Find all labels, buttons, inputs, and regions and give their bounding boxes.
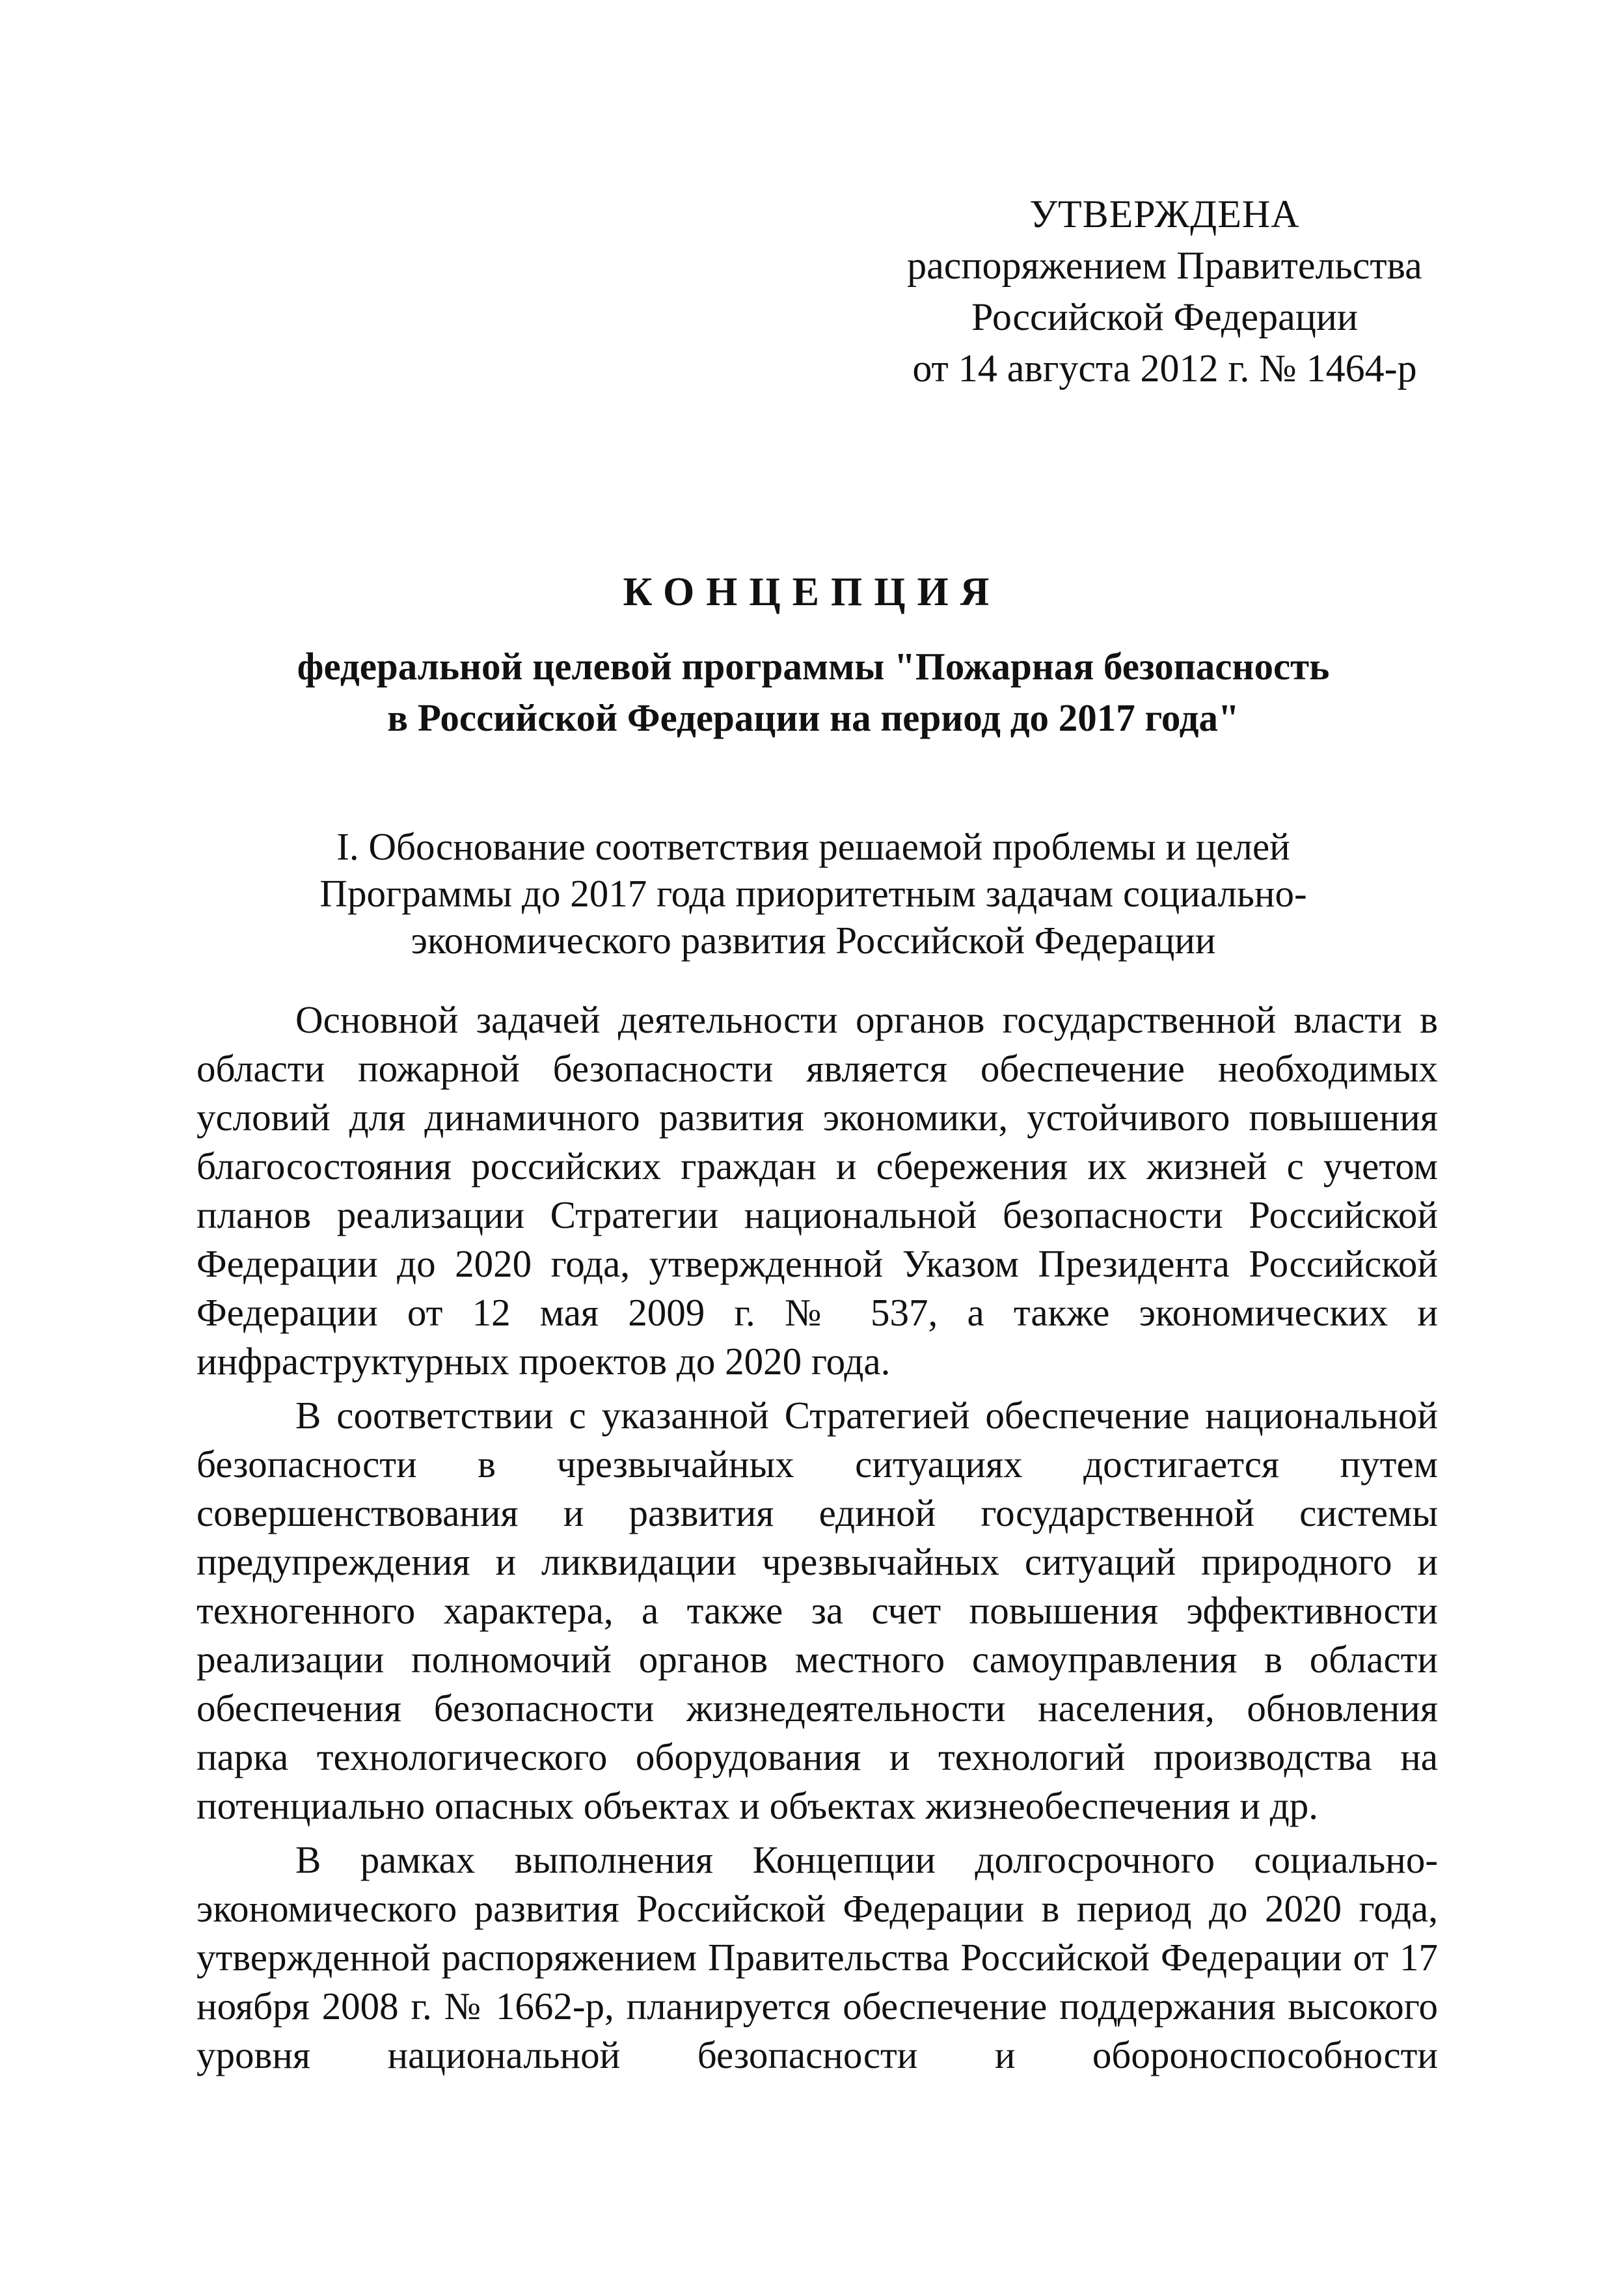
section-heading-line-2: Программы до 2017 года приоритетным задачам социально-: [319, 872, 1307, 915]
section-heading-line-3: экономического развития Российской Федерации: [411, 919, 1216, 962]
section-heading: [195, 823, 1431, 964]
approval-title: УТВЕРЖДЕНА: [1029, 193, 1300, 236]
paragraph-2: В соответствии с указанной Стратегией обеспечение национальной безопасности в чрезвычайных ситуациях достигается путем совершенствования и развития единой государственной системы предупреждения и ликвидации чрезвычайных ситуаций природного и техногенного характера, а также за счет повышения эффективности реализации полномочий органов местного самоуправления в области обеспечения безопасности жизнедеятельности населения, обновления парка технологического оборудования и технологий производства на потенциально опасных объектах и объектах жизнеобеспечения и др.: [196, 1394, 1438, 1827]
approval-block: [872, 189, 1457, 394]
section-heading-line-1: I. Обоснование соответствия решаемой проблемы и целей: [336, 825, 1290, 868]
approval-date-number: от 14 августа 2012 г. № 1464-р: [912, 347, 1417, 390]
paragraph-3: В рамках выполнения Концепции долгосрочного социально-экономического развития Российской Федерации в период до 2020 года, утвержденной распоряжением Правительства Российской Федерации от 17 ноября 2008 г. № 1662-р, планируется обеспечение поддержания высокого уровня национальной безопасности и обороноспособности: [196, 1838, 1438, 2076]
subtitle-line-1: федеральной целевой программы "Пожарная безопасность: [297, 645, 1330, 688]
document-subtitle: [195, 641, 1431, 744]
body-text: [196, 996, 1438, 2080]
approval-line-1: распоряжением Правительства: [907, 244, 1422, 287]
approval-line-2: Российской Федерации: [971, 295, 1359, 338]
document-title: КОНЦЕПЦИЯ: [623, 570, 1001, 614]
paragraph-1: Основной задачей деятельности органов государственной власти в области пожарной безопасности является обеспечение необходимых условий для динамичного развития экономики, устойчивого повышения благосостояния российских граждан и сбережения их жизней с учетом планов реализации Стратегии национальной безопасности Российской Федерации до 2020 года, утвержденной Указом Президента Российской Федерации от 12 мая 2009 г. № 537, а также экономических и инфраструктурных проектов до 2020 года.: [196, 998, 1438, 1383]
subtitle-line-2: в Российской Федерации на период до 2017 года": [387, 696, 1239, 739]
